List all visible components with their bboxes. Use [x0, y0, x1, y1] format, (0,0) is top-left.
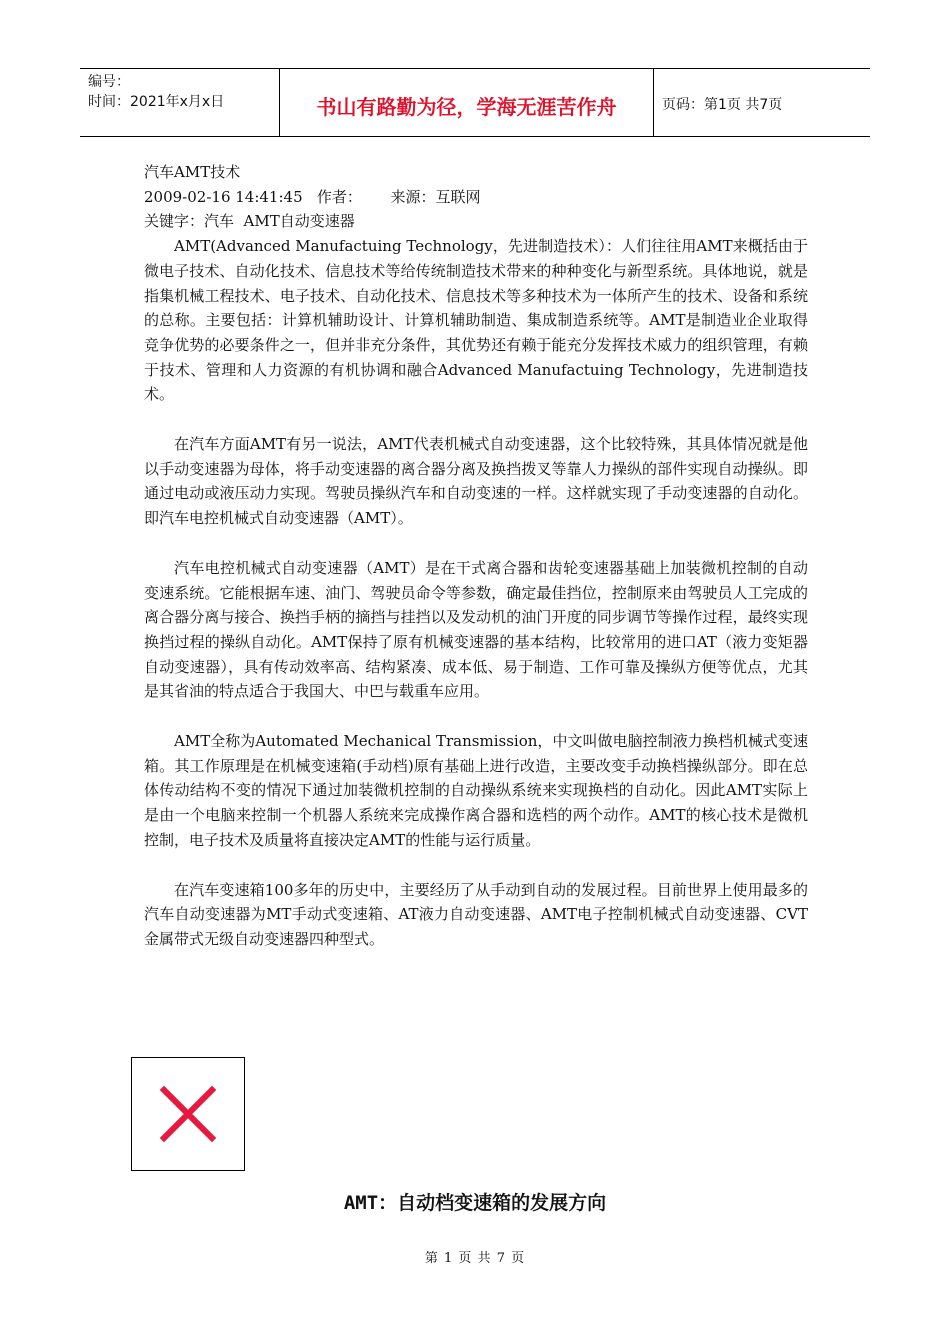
header-page-cell [654, 69, 870, 136]
image-placeholder [131, 1057, 245, 1171]
header-page-label: 页码：第1页 共7页 [662, 96, 783, 113]
article-paragraph: 汽车电控机械式自动变速器（AMT）是在干式离合器和齿轮变速器基础上加装微机控制的自动变速系统。它能根据车速、油门、驾驶员命令等参数，确定最佳挡位，控制原来由驾驶员人工完成的离合器分离与接合、换挡手柄的摘挡与挂挡以及发动机的油门开度的同步调节等操作过程，最终实现换挡过程的操纵自动化。AMT保持了原有机械变速器的基本结构，比较常用的进口AT（液力变矩器自动变速器），具有传动效率高、结构紧凑、成本低、易于制造、工作可靠及操纵方便等优点，尤其是其省油的特点适合于我国大、中巴与载重车应用。 [144, 558, 808, 701]
article-paragraph: 在汽车方面AMT有另一说法，AMT代表机械式自动变速器，这个比较特殊，其具体情况就是他以手动变速器为母体，将手动变速器的离合器分离及换挡拨叉等靠人力操纵的部件实现自动操纵。即通过电动或液压动力实现。驾驶员操纵汽车和自动变速的一样。这样就实现了手动变速器的自动化。即汽车电控机械式自动变速器（AMT）。 [144, 435, 808, 528]
document-number-label: 编号： [88, 74, 130, 90]
article-paragraph: AMT全称为Automated Mechanical Transmission，中文叫做电脑控制液力换档机械式变速箱。其工作原理是在机械变速箱(手动档)原有基础上进行改造，主要改变手动换档操纵部分。即在总体传动结构不变的情况下通过加装微机控制的自动操纵系统来实现换档的自动化。因此AMT实际上是由一个电脑来控制一个机器人系统来完成操作离合器和选档的两个动作。AMT的核心技术是微机控制，电子技术及质量将直接决定AMT的性能与运行质量。 [144, 732, 808, 849]
article-paragraph: 在汽车变速箱100多年的历史中，主要经历了从手动到自动的发展过程。目前世界上使用最多的汽车自动变速器为MT手动式变速箱、AT液力自动变速器、AMT电子控制机械式自动变速器、CVT金属带式无级自动变速器四种型式。 [144, 880, 808, 948]
header-info-cell [80, 69, 280, 136]
article-paragraph: AMT(Advanced Manufactuing Technology，先进制造技术）：人们往往用AMT来概括由于微电子技术、自动化技术、信息技术等给传统制造技术带来的种种变化与新型系统。具体地说，就是指集机械工程技术、电子技术、自动化技术、信息技术等多种技术为一体所产生的技术、设备和系统的总称。主要包括：计算机辅助设计、计算机辅助制造、集成制造系统等。AMT是制造业企业取得竞争优势的必要条件之一，但并非充分条件，其优势还有赖于能充分发挥技术威力的组织管理，有赖于技术、管理和人力资源的有机协调和融合Advanced Manufactuing Technology，先进制造技术。 [144, 237, 808, 404]
page-header [80, 68, 870, 137]
article-meta: 2009-02-16 14:41:45 作者： 来源：互联网 [144, 187, 481, 206]
article-body [144, 160, 808, 977]
section-title: AMT：自动档变速箱的发展方向 [343, 1192, 607, 1214]
article-title: 汽车AMT技术 [144, 163, 241, 181]
page-footer: 第 1 页 共 7 页 [424, 1251, 526, 1266]
broken-image-x-icon [158, 1084, 218, 1144]
header-motto: 书山有路勤为径，学海无涯苦作舟 [316, 95, 617, 119]
document-time-label: 时间：2021年x月x日 [88, 94, 225, 110]
header-motto-cell [280, 69, 654, 136]
article-keywords: 关键字：汽车 AMT自动变速器 [144, 212, 355, 231]
